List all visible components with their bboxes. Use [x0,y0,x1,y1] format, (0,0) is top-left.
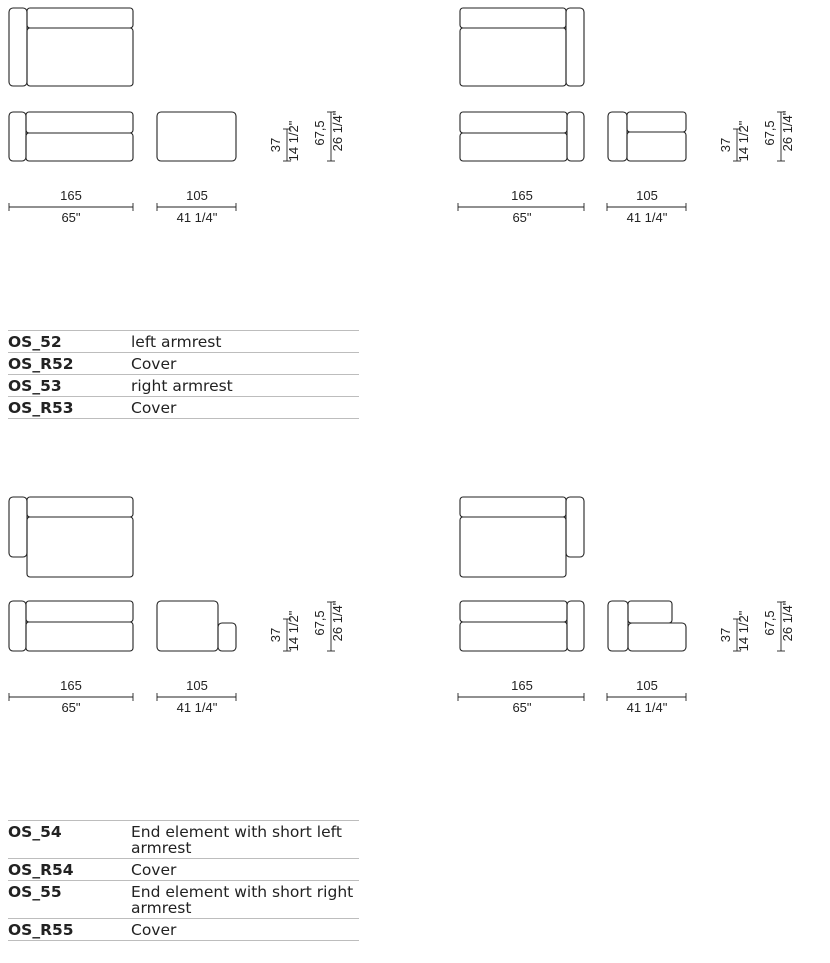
product-description: right armrest [131,375,359,397]
product-code: OS_53 [8,375,131,397]
diagram-group-short-left-armrest [9,497,236,651]
product-description: Cover [131,397,359,419]
table-row [8,859,359,881]
seat-height-cm: 37 [718,627,733,643]
product-code: OS_R53 [8,397,131,419]
product-code: OS_55 [8,881,131,919]
product-description: left armrest [131,331,359,353]
width-in-2: 41 1/4" [626,210,668,225]
product-code: OS_54 [8,821,131,859]
dimensions-group-1 [9,110,345,225]
width-in-1: 65" [61,210,81,225]
seat-height-in: 14 1/2" [736,120,751,162]
width-in-2: 41 1/4" [626,700,668,715]
product-code: OS_52 [8,331,131,353]
total-height-in: 26 1/4" [780,600,795,642]
total-height-in: 26 1/4" [330,600,345,642]
width-cm-2: 105 [636,188,658,203]
width-in-1: 65" [512,700,532,715]
width-cm-1: 165 [511,678,533,693]
product-code-table-2 [8,820,359,941]
dimensions-group-3 [9,600,345,715]
top-view [460,8,584,86]
total-height-in: 26 1/4" [330,110,345,152]
width-cm-1: 165 [60,678,82,693]
product-description: Cover [131,859,359,881]
side-view [157,601,236,651]
product-description: End element with short left armrest [131,821,359,859]
width-cm-2: 105 [186,678,208,693]
seat-height-cm: 37 [268,627,283,643]
total-height-cm: 67,5 [312,120,327,146]
product-code: OS_R54 [8,859,131,881]
top-view [9,497,133,577]
table-row [8,331,359,353]
total-height-in: 26 1/4" [780,110,795,152]
seat-height-in: 14 1/2" [736,610,751,652]
width-cm-1: 165 [60,188,82,203]
width-cm-1: 165 [511,188,533,203]
seat-height-in: 14 1/2" [286,120,301,162]
table-row [8,821,359,859]
table-row [8,397,359,419]
side-view [608,112,686,161]
table-row [8,375,359,397]
width-in-1: 65" [61,700,81,715]
side-view [157,112,236,161]
table-row [8,353,359,375]
product-code: OS_R55 [8,919,131,941]
dimensions-group-4 [458,600,795,715]
top-view [9,8,133,86]
width-cm-2: 105 [186,188,208,203]
diagram-group-right-armrest [460,8,686,161]
product-code: OS_R52 [8,353,131,375]
width-in-1: 65" [512,210,532,225]
product-description: Cover [131,919,359,941]
table-row [8,919,359,941]
product-code-table-1 [8,330,359,419]
front-view [9,601,133,651]
front-view [460,112,584,161]
table-row [8,881,359,919]
total-height-cm: 67,5 [762,610,777,636]
width-in-2: 41 1/4" [176,210,218,225]
diagram-group-left-armrest [9,8,236,161]
side-view [608,601,686,651]
front-view [9,112,133,161]
seat-height-in: 14 1/2" [286,610,301,652]
seat-height-cm: 37 [718,137,733,153]
product-description: End element with short right armrest [131,881,359,919]
seat-height-cm: 37 [268,137,283,153]
total-height-cm: 67,5 [312,610,327,636]
front-view [460,601,584,651]
top-view [460,497,584,577]
width-cm-2: 105 [636,678,658,693]
product-description: Cover [131,353,359,375]
width-in-2: 41 1/4" [176,700,218,715]
total-height-cm: 67,5 [762,120,777,146]
diagram-group-short-right-armrest [460,497,686,651]
